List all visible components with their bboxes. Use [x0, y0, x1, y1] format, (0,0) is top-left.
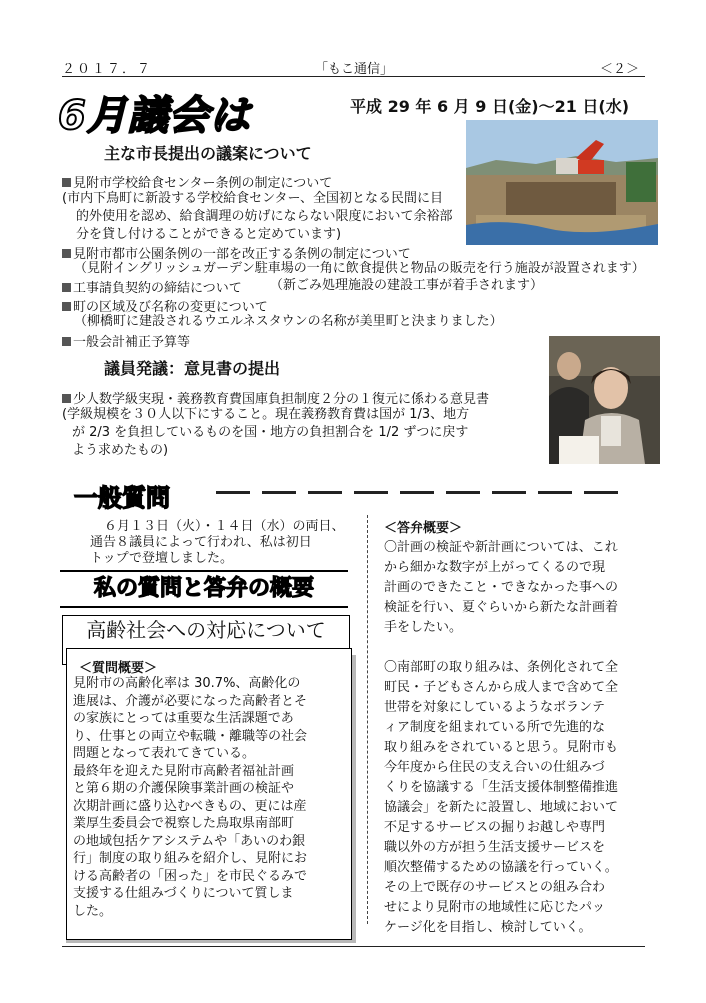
- dash-rule: [584, 491, 618, 494]
- bullet-square-icon: [62, 302, 71, 311]
- dash-rule: [538, 491, 572, 494]
- dash-rule: [446, 491, 480, 494]
- footer-rule: [62, 946, 645, 947]
- bullet-square-icon: [62, 249, 71, 258]
- question-panel: [66, 648, 352, 940]
- answer-body: 〇計画の検証や新計画については、これ から細かな数字が上がってくるので現 計画のできたこと・できなかった事への 検証を行い、夏ぐらいから新たな計画着 手をしたい。 〇南部町の取り組みは、条例化されて全 町民・子どもさんから成人まで含めて全 世帯を対象にしているようなボランテ ィア制度を組まれている所で先進的な 取り組みをされていると思う。見附市も 今年度から住民の支え合いの仕組みづ くりを協議する「生活支援体制整備推進 協議会」を新たに設置し、地域において 不足するサービスの掘りお越しや専門 職以外の方が担う生活支援サービスを 順次整備するための協議を行っていく。 その上で既存のサービスとの組み合わ せにより見附市の地域性に応じたパッ ケージ化を目指し、検討していく。: [384, 540, 619, 935]
- bill-item: 町の区域及び名称の変更について: [62, 296, 268, 315]
- opinion-item: 少人数学級実現・義務教育費国庫負担制度２分の１復元に係わる意見書: [62, 388, 489, 407]
- topic-title: 高齢社会への対応について: [62, 615, 350, 665]
- bullet-square-icon: [62, 178, 71, 187]
- page-title: 6月議会は: [58, 93, 251, 139]
- column-divider: [367, 515, 368, 924]
- bill-note: （見附イングリッシュガーデン駐車場の一角に飲食提供と物品の販売を行う施設が設置されます）: [74, 261, 645, 276]
- member-motion-heading: 議員発議：意見書の提出: [104, 359, 281, 378]
- bullet-square-icon: [62, 337, 71, 346]
- speaker-photo: [549, 336, 660, 464]
- dash-rule: [354, 491, 388, 494]
- dash-rule: [216, 491, 250, 494]
- bill-item: 工事請負契約の締結について: [62, 277, 242, 296]
- bill-note: （新ごみ処理施設の建設工事が着手されます）: [270, 278, 544, 293]
- page-number: ＜２＞: [600, 62, 640, 77]
- issue-date: ２０１７．７: [62, 62, 153, 77]
- opinion-note: (学級規模を３０人以下にすること。現在義務教育費は国が 1/3、地方 が 2/3 を負担しているものを国・地方の負担割合を 1/2 ずつに戻す よう求めたもの): [62, 407, 470, 458]
- question-body: 見附市の高齢化率は 30.7%、高齢化の 進展は、介護が必要になった高齢者とそ の家族にとっては重要な生活課題であ り、仕事との両立や転職・離職等の社会 問題となって表れてきている。 最終年を迎えた見附市高齢者福祉計画 と第６期の介護保険事業計画の検証や 次期計画に盛り込むべきもの、更には産 業厚生委員会で視察した鳥取県南部町 の地域包括ケアシステムや「あいのわ銀 行」制度の取り組みを紹介し、見附にお ける高齢者の「困った」を市民ぐるみで 支援する仕組みづくりについて質しま した。: [73, 676, 308, 919]
- session-dates: 平成 29 年 6 月 9 日(金)～21 日(水): [350, 97, 630, 116]
- bullet-square-icon: [62, 283, 71, 292]
- general-question-heading: 一般質問: [74, 484, 170, 512]
- dash-rule: [492, 491, 526, 494]
- header-rule: [62, 76, 645, 77]
- mayor-bills-heading: 主な市長提出の議案について: [104, 144, 312, 163]
- general-intro: ６月１３日（火）・１４日（水）の両日、 通告８議員によって行われ、私は初日 トップで登壇しました。: [90, 519, 345, 566]
- answer-title: ＜答弁概要＞: [384, 521, 463, 536]
- question-title: ＜質問概要＞: [79, 661, 158, 676]
- bill-item: 一般会計補正予算等: [62, 331, 190, 350]
- bill-item: 見附市都市公園条例の一部を改正する条例の制定について: [62, 243, 411, 262]
- qa-banner: 私の質問と答弁の概要: [60, 570, 348, 608]
- dash-rule: [308, 491, 342, 494]
- bill-note: (市内下鳥町に新設する学校給食センター、全国初となる民間に目 的外使用を認め、給食調理の妨げにならない限度において余裕部 分を貸し付けることができると定めています): [62, 191, 453, 242]
- bill-item: 見附市学校給食センター条例の制定について: [62, 172, 332, 191]
- bullet-square-icon: [62, 394, 71, 403]
- construction-photo: [466, 120, 658, 245]
- newsletter-name: 「もこ通信」: [315, 62, 394, 77]
- bill-note: （柳橋町に建設されるウエルネスタウンの名称が美里町と決まりました）: [74, 314, 503, 329]
- dash-rule: [400, 491, 434, 494]
- dash-rule: [262, 491, 296, 494]
